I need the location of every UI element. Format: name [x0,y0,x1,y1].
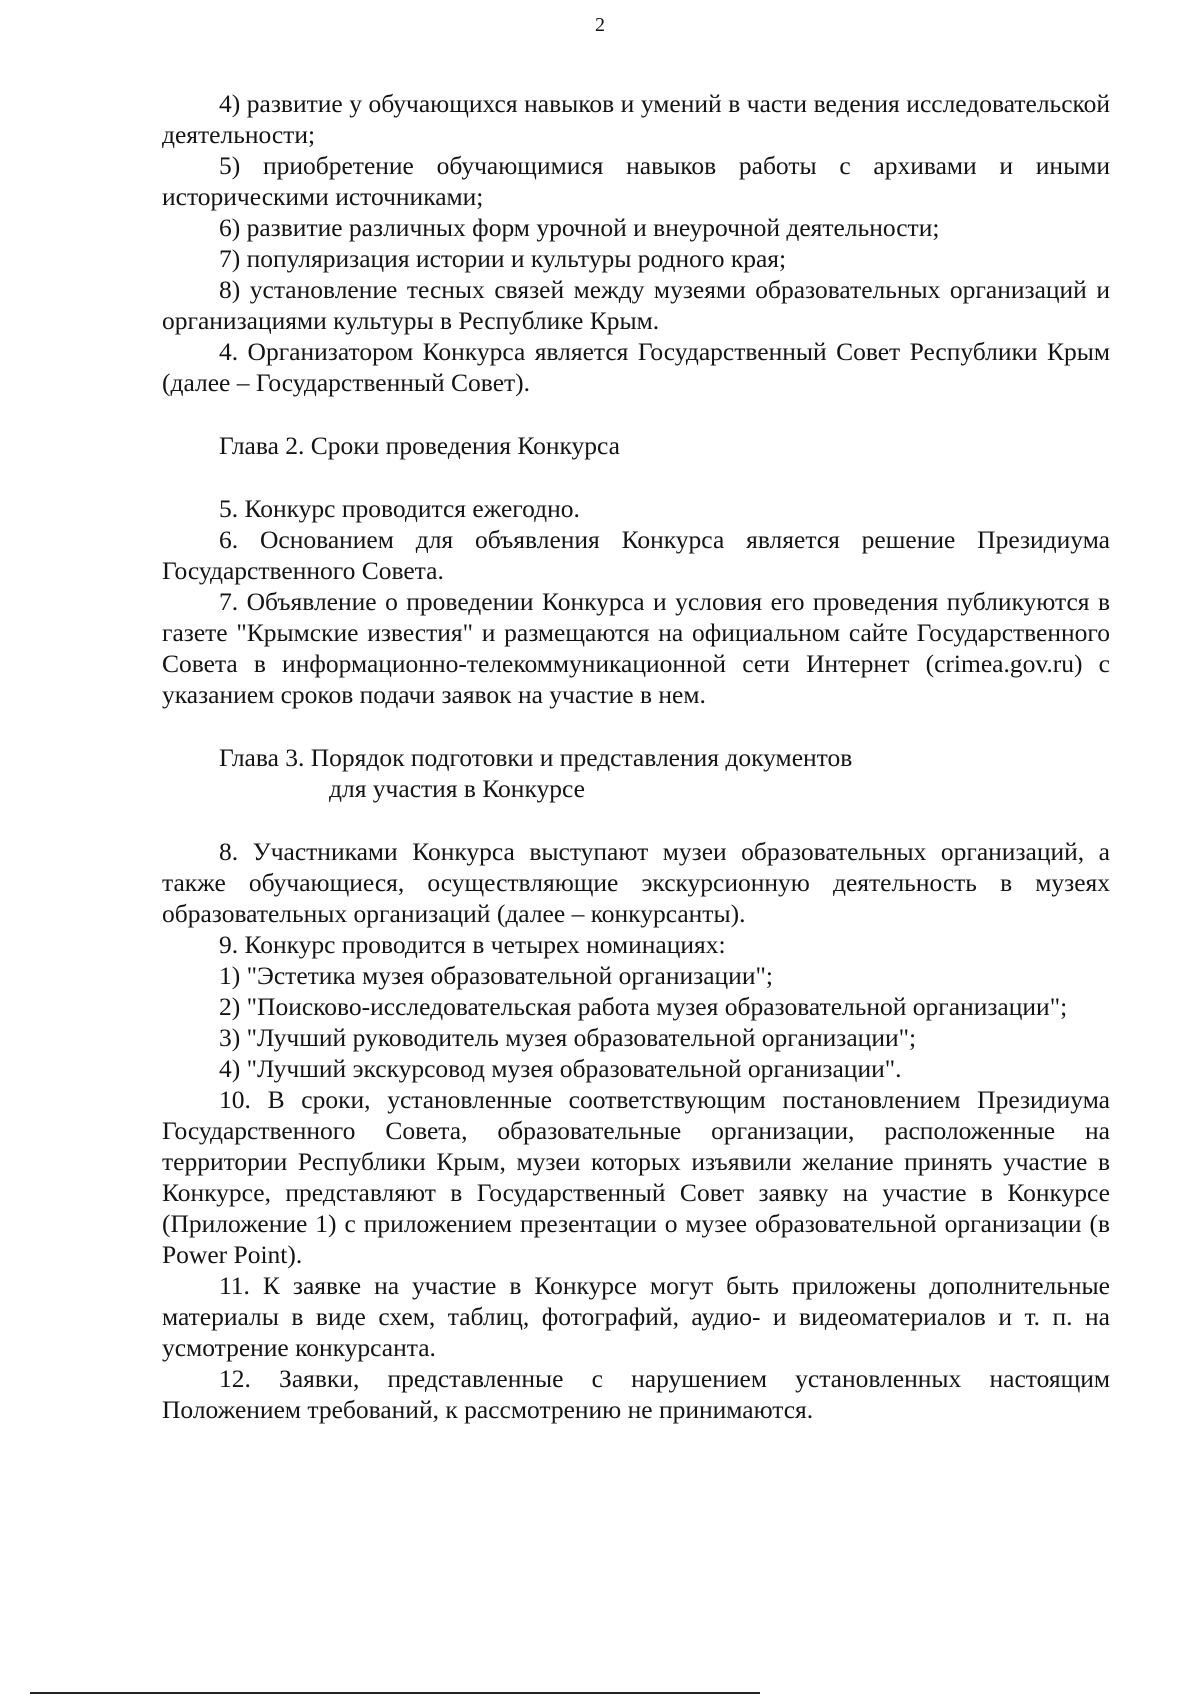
document-body [162,88,1110,1425]
chapter-3-title: Глава 3. Порядок подготовки и представления документов [219,743,853,772]
paragraph: 4. Организатором Конкурса является Государственный Совет Республики Крым (далее – Государственный Совет). [162,337,1110,397]
list-item: 4) "Лучший экскурсовод музея образовательной организации". [219,1054,902,1083]
list-item: 3) "Лучший руководитель музея образовательной организации"; [219,1023,917,1052]
paragraph: 9. Конкурс проводится в четырех номинациях: [219,930,726,959]
list-item: 5) приобретение обучающимися навыков работы с архивами и иными историческими источниками; [162,151,1110,211]
footer-rule [30,1692,760,1694]
list-item: 7) популяризация истории и культуры родного края; [219,244,787,273]
chapter-2-title: Глава 2. Сроки проведения Конкурса [219,431,621,460]
list-item: 2) "Поисково-исследовательская работа музея образовательной организации"; [219,992,1068,1021]
chapter-3-title-continuation: для участия в Конкурсе [329,774,585,803]
list-item: 1) "Эстетика музея образовательной организации"; [219,961,773,990]
paragraph: 6. Основанием для объявления Конкурса является решение Президиума Государственного Совета. [162,525,1110,585]
page-number: 2 [595,14,605,36]
paragraph: 10. В сроки, установленные соответствующим постановлением Президиума Государственного Совета, образовательные организации, расположенные на территории Республики Крым, музеи которых изъявили желание принять участие в Конкурсе, представляют в Государственный Совет заявку на участие в Конкурсе (Приложение 1) с приложением презентации о музее образовательной организации (в Power Point). [162,1085,1110,1269]
paragraph: 11. К заявке на участие в Конкурсе могут быть приложены дополнительные материалы в виде схем, таблиц, фотографий, аудио- и видеоматериалов и т. п. на усмотрение конкурсанта. [162,1271,1110,1362]
paragraph: 12. Заявки, представленные с нарушением установленных настоящим Положением требований, к рассмотрению не принимаются. [162,1364,1110,1424]
list-item: 8) установление тесных связей между музеями образовательных организаций и организациями культуры в Республике Крым. [162,275,1110,335]
paragraph: 8. Участниками Конкурса выступают музеи образовательных организаций, а также обучающиеся, осуществляющие экскурсионную деятельность в музеях образовательных организаций (далее – конкурсанты). [162,837,1110,928]
paragraph: 5. Конкурс проводится ежегодно. [219,494,580,523]
paragraph: 7. Объявление о проведении Конкурса и условия его проведения публикуются в газете "Крымские известия" и размещаются на официальном сайте Государственного Совета в информационно-телекоммуникационной сети Интернет (crimea.gov.ru) с указанием сроков подачи заявок на участие в нем. [162,587,1110,709]
list-item: 4) развитие у обучающихся навыков и умений в части ведения исследовательской деятельности; [162,89,1110,149]
list-item: 6) развитие различных форм урочной и внеурочной деятельности; [219,213,940,242]
